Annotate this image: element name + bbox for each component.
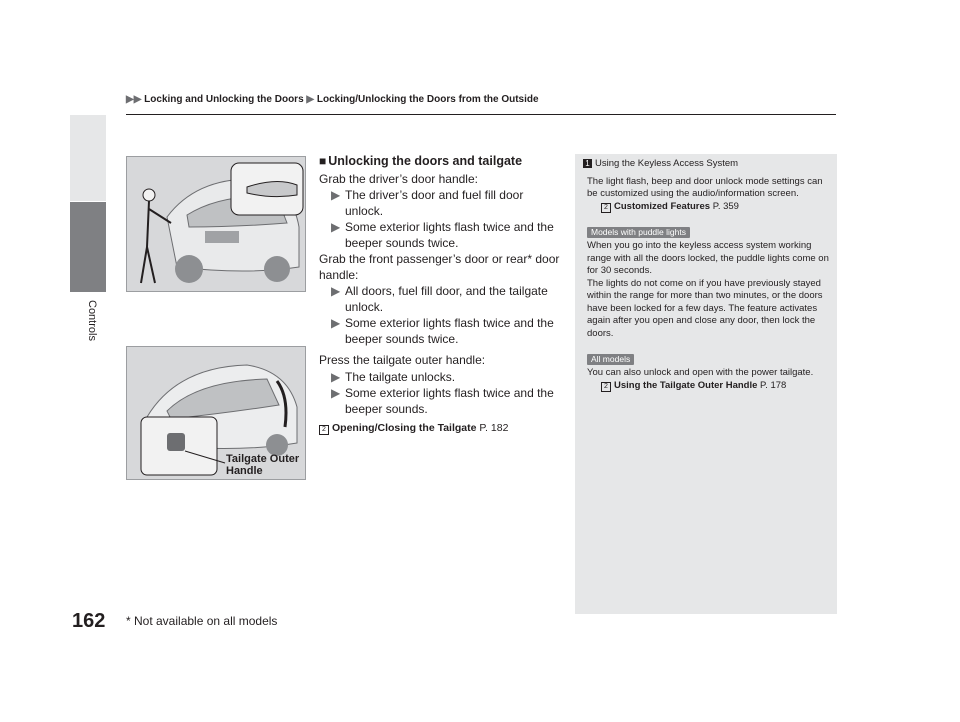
square-bullet-icon: ■ xyxy=(319,154,327,168)
sidebar-paragraph: When you go into the keyless access system working range with all the doors locked, the puddle lights come on for 30 seconds. xyxy=(587,240,829,276)
list-item-text: Some exterior lights flash twice and the beeper sounds. xyxy=(345,386,554,416)
sidebar-paragraph: The light flash, beep and door unlock mode settings can be customized using the audio/information screen. xyxy=(587,175,823,199)
section-heading xyxy=(319,154,564,170)
reference-icon: 2 xyxy=(601,382,611,392)
reference-title: Using the Tailgate Outer Handle xyxy=(614,379,758,391)
list-item xyxy=(319,370,564,386)
header-rule xyxy=(126,114,836,115)
result-arrow-icon: ▶ xyxy=(331,316,341,330)
side-tab-label: Controls xyxy=(86,300,98,341)
sidebar-notes xyxy=(575,154,837,614)
sidebar-paragraph: The lights do not come on if you have previously stayed within the range for more than two minutes, or the doors have been locked for a few days. The feature activates again after you open and close any door, then lock the doors. xyxy=(587,277,823,339)
step-intro-tailgate: Press the tailgate outer handle: xyxy=(319,353,486,367)
section-heading-text: Unlocking the doors and tailgate xyxy=(328,154,523,168)
reference-page: P. 359 xyxy=(712,200,739,212)
side-tab-marker xyxy=(70,202,106,292)
reference-title: Customized Features xyxy=(614,200,711,212)
callout-tailgate-outer-handle: Tailgate Outer Handle xyxy=(226,453,300,477)
list-item xyxy=(319,220,564,251)
list-item-text: All doors, fuel fill door, and the tailgate unlock. xyxy=(345,284,548,314)
list-item-text: The driver’s door and fuel fill door unlock. xyxy=(345,188,524,218)
reference-icon: 2 xyxy=(601,203,611,213)
list-item xyxy=(319,188,564,219)
breadcrumb-arrow-icon: ▶▶ xyxy=(126,94,142,105)
list-item-text: Some exterior lights flash twice and the beeper sounds twice. xyxy=(345,220,554,250)
breadcrumb-arrow-icon: ▶ xyxy=(306,94,315,105)
breadcrumb-part2[interactable]: Locking/Unlocking the Doors from the Outside xyxy=(316,94,539,105)
side-tab-background xyxy=(70,115,106,201)
page-number: 162 xyxy=(72,610,106,632)
reference-page: P. 178 xyxy=(760,379,787,391)
sidebar-title-text: Using the Keyless Access System xyxy=(595,158,739,169)
sidebar-title xyxy=(583,158,833,171)
breadcrumb xyxy=(126,94,539,105)
cross-reference-link[interactable] xyxy=(319,421,564,437)
illustration-driver-door-handle xyxy=(126,156,306,292)
result-arrow-icon: ▶ xyxy=(331,284,341,298)
sidebar-paragraph: You can also unlock and open with the power tailgate. xyxy=(587,367,814,378)
footnote: * Not available on all models xyxy=(126,614,278,628)
list-item xyxy=(319,316,564,347)
result-arrow-icon: ▶ xyxy=(331,386,341,400)
step-intro-driver: Grab the driver’s door handle: xyxy=(319,171,478,186)
list-item xyxy=(319,386,564,417)
breadcrumb-part1[interactable]: Locking and Unlocking the Doors xyxy=(144,94,304,105)
list-item xyxy=(319,284,564,315)
reference-title: Opening/Closing the Tailgate xyxy=(332,422,477,434)
model-badge: Models with puddle lights xyxy=(587,227,690,238)
result-arrow-icon: ▶ xyxy=(331,220,341,234)
list-item-text: Some exterior lights flash twice and the beeper sounds twice. xyxy=(345,316,554,346)
note-number-icon: 1 xyxy=(583,159,592,168)
main-column xyxy=(319,154,564,437)
model-badge: All models xyxy=(587,354,634,365)
list-item-text: The tailgate unlocks. xyxy=(345,369,456,384)
reference-page: P. 182 xyxy=(479,422,509,434)
result-arrow-icon: ▶ xyxy=(331,188,341,202)
cross-reference-link[interactable] xyxy=(583,201,833,214)
step-intro-passenger: Grab the front passenger’s door or rear* door handle: xyxy=(319,252,560,282)
reference-icon: 2 xyxy=(319,425,329,435)
cross-reference-link[interactable] xyxy=(583,380,833,393)
result-arrow-icon: ▶ xyxy=(331,369,341,384)
